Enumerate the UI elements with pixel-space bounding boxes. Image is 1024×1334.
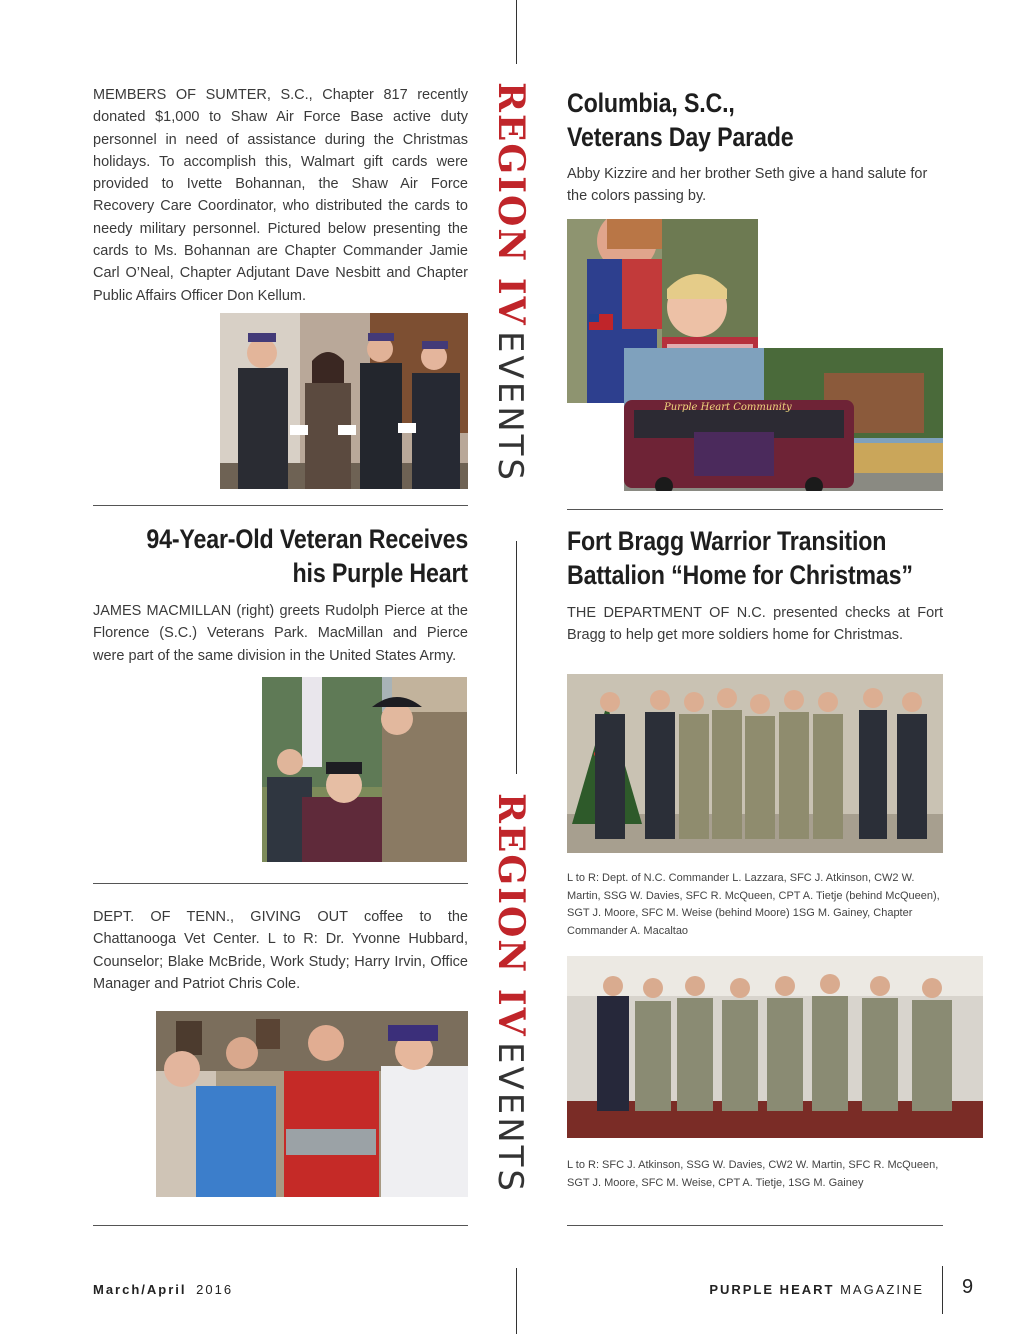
veteran-article-text: JAMES MACMILLAN (right) greets Rudolph Pierce at the Florence (S.C.) Veterans Park. MacMillan and Pierce were part of the same division in the United States Army.	[93, 603, 468, 664]
columbia-article-text: Abby Kizzire and her brother Seth give a hand salute for the colors passing by.	[567, 166, 928, 205]
tenn-article-text: DEPT. OF TENN., GIVING OUT coffee to the Chattanooga Vet Center. L to R: Dr. Yvonne Hubbard, Counselor; Blake McBride, Work Study; Harry Irvin, Office Manager and Patriot Chris Cole.	[93, 909, 468, 992]
fortbragg-group-photo-2	[567, 956, 983, 1138]
right-rule-1	[567, 509, 943, 510]
fortbragg-caption-1: L to R: Dept. of N.C. Commander L. Lazzara, SFC J. Atkinson, CW2 W. Martin, SSG W. Davies, SFC R. McQueen, CPT A. Tietje (behind McQueen), SGT J. Moore, SFC M. Weise (behind Moore) 1SG M. Gainey, Chapter Commander A. Macaltao	[567, 872, 940, 937]
parade-bus-photo	[624, 348, 943, 491]
veteran-headline-line-2: his Purple Heart	[292, 558, 468, 588]
left-rule-3	[93, 1225, 468, 1226]
left-rule-2	[93, 883, 468, 884]
chattanooga-coffee-photo	[156, 1011, 468, 1197]
columbia-headline-line-2: Veterans Day Parade	[567, 122, 794, 152]
fortbragg-headline-line-2: Battalion “Home for Christmas”	[567, 560, 913, 590]
veteran-purple-heart-photo	[262, 677, 467, 862]
region-events-title-top	[490, 82, 532, 483]
sidebar-line-middle	[516, 541, 517, 774]
magazine-name	[709, 1282, 924, 1297]
page-number: 9	[962, 1276, 974, 1298]
region-events-title-bottom	[490, 793, 532, 1194]
bus-sign-text: Purple Heart Community	[664, 402, 792, 413]
fortbragg-group-photo-1	[567, 674, 943, 853]
columbia-headline-line-1: Columbia, S.C.,	[567, 88, 735, 118]
veteran-headline-line-1: 94-Year-Old Veteran Receives	[146, 524, 468, 554]
issue-months: March/April	[93, 1282, 187, 1297]
region-label: REGION IV	[490, 793, 532, 1038]
fortbragg-caption-2: L to R: SFC J. Atkinson, SSG W. Davies, CW2 W. Martin, SFC R. McQueen, SGT J. Moore, SFC M. Weise, CPT A. Tietje, 1SG M. Gainey	[567, 1159, 939, 1189]
region-label: REGION IV	[490, 82, 532, 327]
sumter-article-text: MEMBERS OF SUMTER, S.C., Chapter 817 recently donated $1,000 to Shaw Air Force Base active duty personnel in need of assistance during the Christmas holidays. To accomplish this, Walmart gift cards were provided to Ivette Bohannan, the Shaw Air Force Recovery Care Coordinator, who distributed the cards to needy military personnel. Pictured below presenting the cards to Ms. Bohannan are Chapter Commander Jamie Carl O’Neal, Chapter Adjutant Dave Nesbitt and Chapter Public Affairs Officer Don Kellum.	[93, 87, 468, 304]
issue-year: 2016	[196, 1282, 234, 1297]
magazine-name-bold: PURPLE HEART	[709, 1282, 835, 1297]
fortbragg-headline-line-1: Fort Bragg Warrior Transition	[567, 526, 887, 556]
left-rule-1	[93, 505, 468, 506]
sumter-chapter-photo	[220, 313, 468, 489]
fortbragg-article-text: THE DEPARTMENT OF N.C. presented checks at Fort Bragg to help get more soldiers home for Christmas.	[567, 605, 943, 644]
magazine-name-light: MAGAZINE	[840, 1282, 924, 1297]
sidebar-line-top	[516, 0, 517, 64]
sidebar-line-bottom	[516, 1268, 517, 1334]
events-label: EVENTS	[490, 330, 530, 483]
footer-divider	[942, 1266, 943, 1314]
right-rule-2	[567, 1225, 943, 1226]
issue-date	[93, 1282, 233, 1297]
events-label: EVENTS	[490, 1041, 530, 1194]
